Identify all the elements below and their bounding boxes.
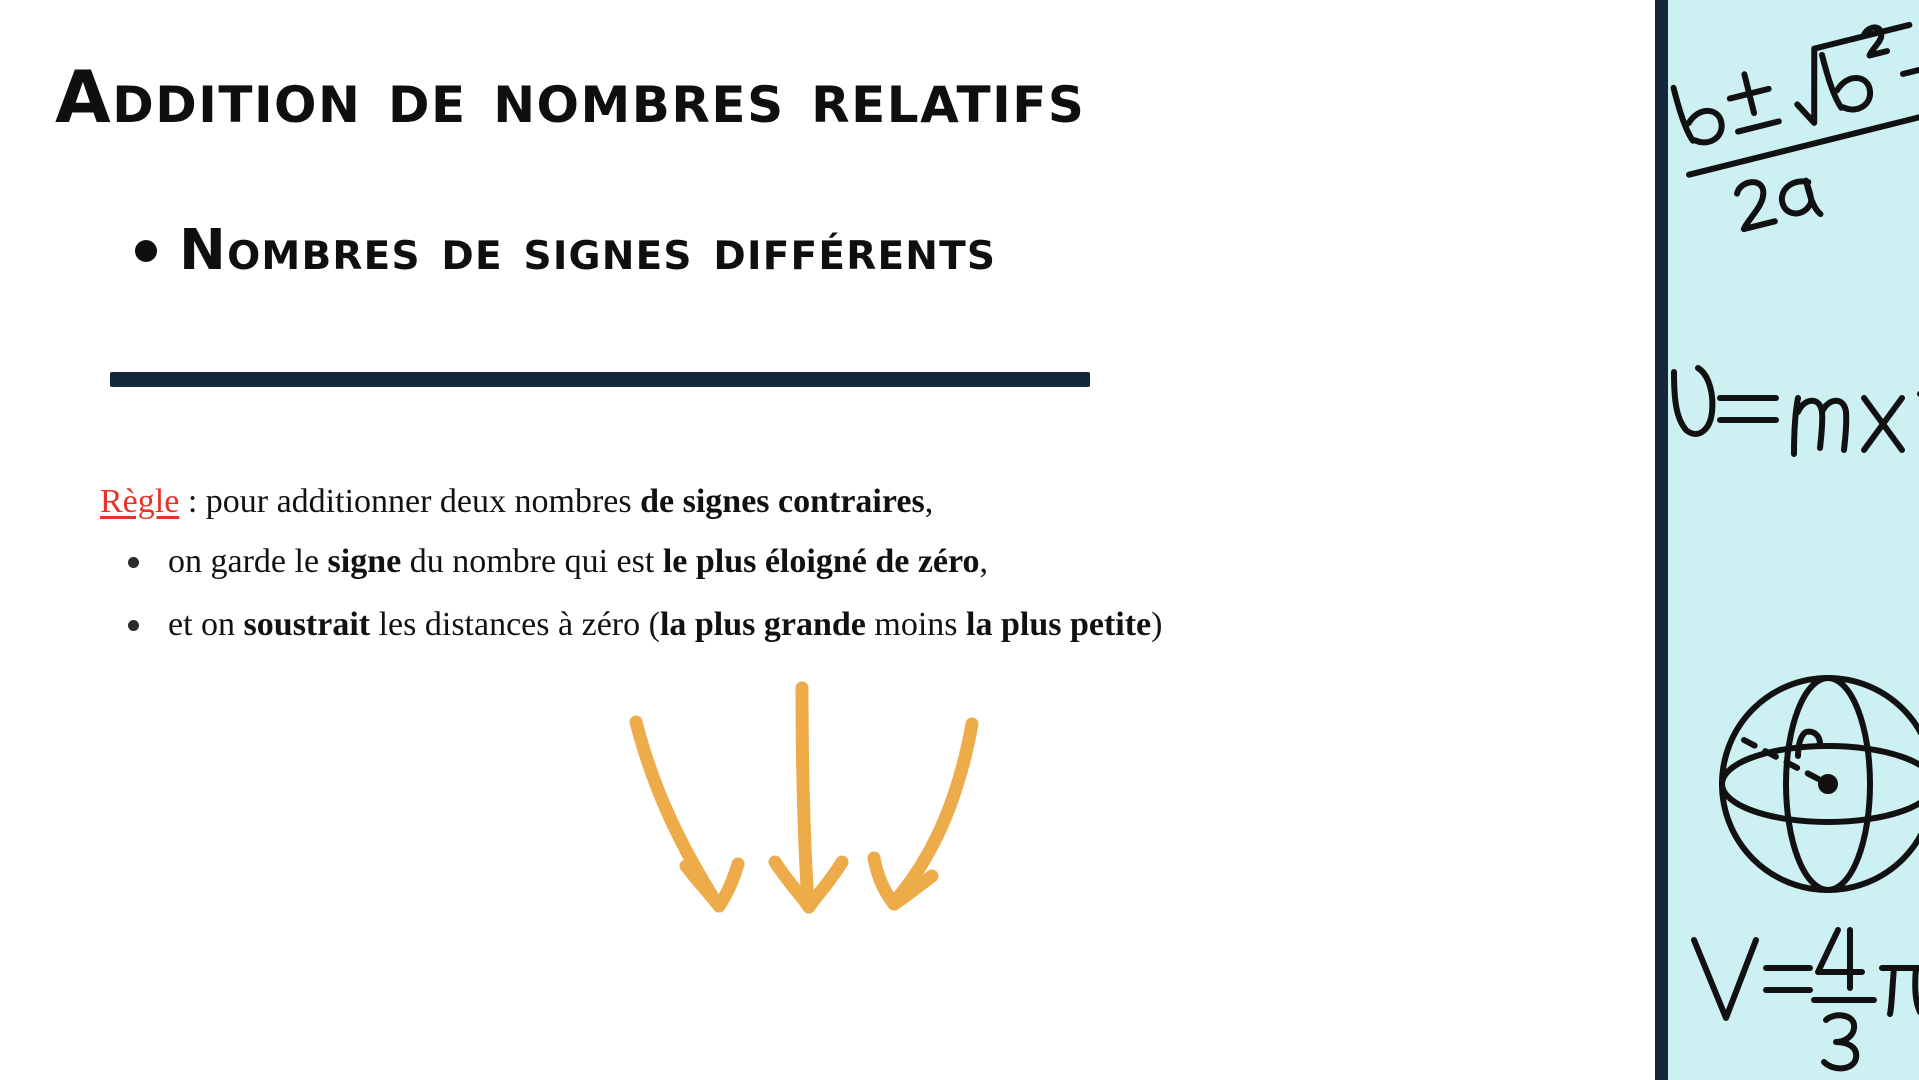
rule-intro-before: : pour additionner deux nombres — [179, 483, 641, 520]
item1-bold2: le plus éloigné de zéro — [662, 543, 980, 581]
item2-bold2: la plus grande — [659, 605, 866, 643]
accent-divider — [110, 372, 1090, 387]
down-arrows-icon — [620, 680, 1080, 980]
bullet-icon — [135, 240, 157, 262]
page-subtitle: Nombres de signes différents — [179, 218, 997, 283]
item1-part1: on garde le — [168, 543, 328, 581]
subtitle-row — [135, 218, 996, 283]
item2-part1: et on — [168, 605, 244, 643]
rule-block — [100, 478, 1590, 663]
item1-bold1: signe — [327, 543, 402, 581]
rule-keyword: Règle — [100, 483, 180, 520]
rule-intro-bold: de signes contraires — [640, 483, 925, 520]
item2-part4: ) — [1151, 605, 1163, 643]
rule-list — [100, 538, 1590, 649]
list-item — [100, 601, 1590, 649]
page-title: Addition de nombres relatifs — [55, 55, 1086, 139]
rule-intro-line — [100, 478, 1590, 526]
item2-bold1: soustrait — [243, 605, 371, 643]
item2-part3: moins — [865, 605, 967, 643]
rule-intro-after: , — [924, 483, 934, 520]
item2-bold3: la plus petite — [966, 605, 1152, 643]
item1-part2: du nombre qui est — [401, 543, 663, 581]
item1-part3: , — [979, 543, 988, 581]
item2-part2: les distances à zéro ( — [370, 605, 660, 643]
list-item — [100, 538, 1590, 586]
decorative-panel — [1655, 0, 1919, 1080]
math-doodles-icon — [1668, 0, 1919, 1080]
bottom-strip — [0, 1058, 1655, 1080]
